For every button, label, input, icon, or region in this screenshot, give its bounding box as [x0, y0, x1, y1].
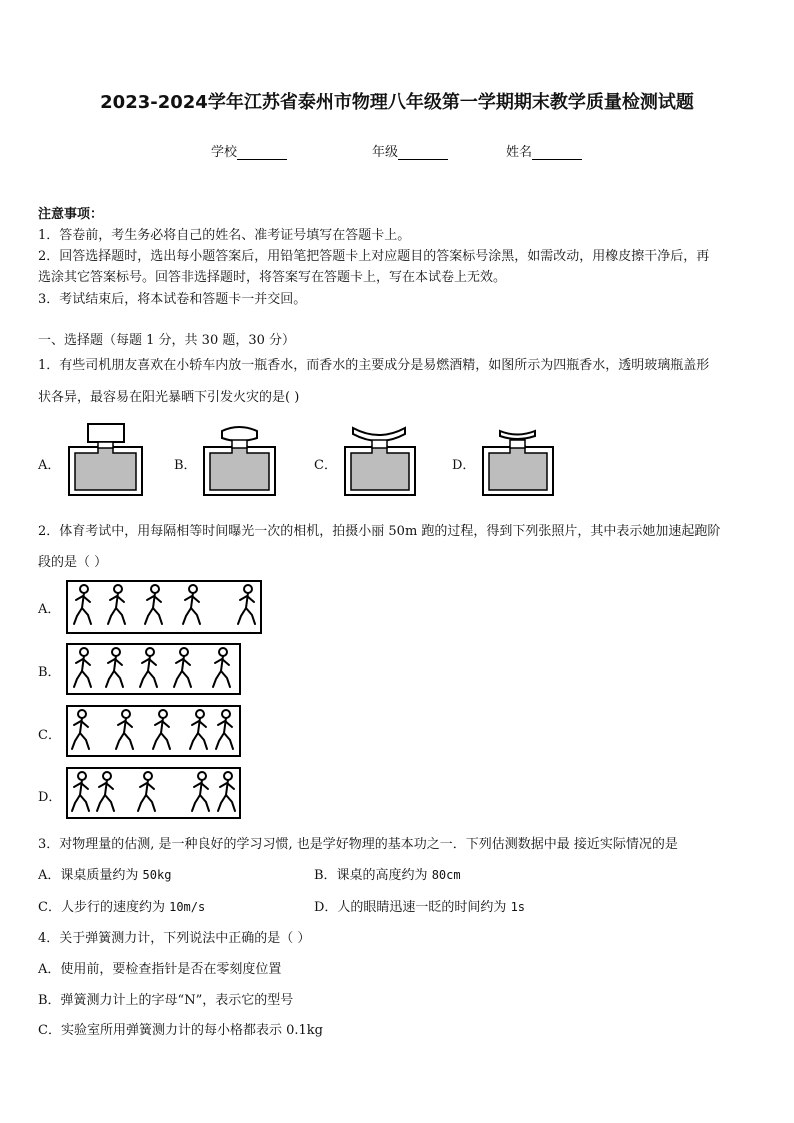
section-heading: 一、选择题（每题 1 分，共 30 题，30 分）	[38, 333, 296, 348]
runner-figure	[190, 710, 207, 749]
q1-text-line1: 1．有些司机朋友喜欢在小轿车内放一瓶香水，而香水的主要成分是易燃酒精，如图所示为四瓶香水，透明玻璃瓶盖形	[38, 358, 710, 373]
notice-item-1: 1．答卷前，考生务必将自己的姓名、准考证号填写在答题卡上。	[38, 228, 411, 243]
runner-figure	[140, 648, 157, 687]
q4-option-a: A．使用前，要检查指针是否在零刻度位置	[38, 962, 282, 977]
q3-option-d-label: D．人的眼睛迅速一眨的时间约为	[314, 900, 511, 915]
school-blank	[237, 147, 287, 160]
runner-figure	[106, 648, 123, 687]
q3-option-c-value: 10m/s	[169, 900, 206, 914]
q3-option-b-label: B．课桌的高度约为	[314, 868, 432, 883]
q4-option-b: B．弹簧测力计上的字母“N”，表示它的型号	[38, 993, 294, 1008]
q4-text: 4．关于弹簧测力计，下列说法中正确的是（ ）	[38, 931, 311, 946]
page-title: 2023-2024学年江苏省泰州市物理八年级第一学期期末教学质量检测试题	[100, 92, 694, 113]
grade-blank	[398, 147, 448, 160]
runner-figure	[174, 648, 191, 687]
q2-photo-b	[66, 643, 241, 695]
runner-figure	[97, 772, 114, 811]
q2-photo-a	[66, 580, 262, 634]
runner-figure	[72, 710, 89, 749]
runner-figure	[74, 648, 91, 687]
q2-option-b-label: B．	[38, 665, 61, 680]
notice-item-2-cont: 选涂其它答案标号。回答非选择题时，将答案写在答题卡上，写在本试卷上无效。	[38, 270, 507, 285]
school-field	[211, 141, 287, 160]
q1-text-line2: 状各异，最容易在阳光暴晒下引发火灾的是( )	[38, 390, 300, 405]
name-label: 姓名	[506, 145, 533, 160]
q3-option-a-value: 50kg	[142, 868, 172, 882]
notice-heading: 注意事项：	[38, 207, 104, 222]
runner-figure	[72, 772, 89, 811]
perfume-bottle-a-figure	[68, 420, 144, 498]
notice-item-2: 2．回答选择题时，选出每小题答案后，用铅笔把答题卡上对应题目的答案标号涂黑，如需改动，用橡皮擦干净后，再	[38, 249, 710, 264]
q3-option-d-value: 1s	[510, 900, 526, 914]
q3-text: 3．对物理量的估测, 是一种良好的学习习惯, 也是学好物理的基本功之一．下列估测数据中最 接近实际情况的是	[38, 837, 678, 852]
q4-option-c: C．实验室所用弹簧测力计的每小格都表示 0.1kg	[38, 1023, 323, 1038]
runner-figure	[192, 772, 209, 811]
q3-option-a-label: A．课桌质量约为	[38, 868, 143, 883]
q3-option-b-value: 80cm	[431, 868, 461, 882]
runner-figure	[213, 648, 230, 687]
runner-figure	[74, 585, 91, 624]
q1-option-c-label: C．	[314, 458, 337, 473]
runner-figure	[238, 585, 255, 624]
q3-option-c	[38, 896, 205, 915]
runner-figure	[116, 710, 133, 749]
q2-option-a-label: A．	[38, 602, 61, 617]
q2-text-line2: 段的是（ ）	[38, 555, 108, 570]
runner-figure	[108, 585, 125, 624]
q3-option-a	[38, 864, 171, 883]
q1-option-d-label: D．	[452, 458, 476, 473]
runner-figure	[153, 710, 170, 749]
q2-photo-c	[66, 705, 241, 757]
runner-figure	[216, 710, 233, 749]
perfume-bottle-b-figure	[202, 420, 278, 498]
runner-figure	[145, 585, 162, 624]
q1-option-a-label: A．	[38, 458, 61, 473]
name-blank	[532, 147, 582, 160]
q3-option-d	[314, 896, 525, 915]
q1-option-b-label: B．	[174, 458, 197, 473]
runner-figure	[138, 772, 155, 811]
q2-option-d-label: D．	[38, 790, 62, 805]
q3-option-c-label: C．人步行的速度约为	[38, 900, 170, 915]
runner-figure	[218, 772, 235, 811]
perfume-bottle-d-figure	[480, 420, 556, 498]
q2-text-line1: 2．体育考试中，用每隔相等时间曝光一次的相机，拍摄小丽 50m 跑的过程，得到下列张照片，其中表示她加速起跑阶	[38, 524, 721, 539]
name-field	[506, 141, 582, 160]
grade-label: 年级	[372, 145, 399, 160]
perfume-bottle-c-figure	[342, 420, 418, 498]
q2-photo-d	[66, 767, 241, 819]
q2-option-c-label: C．	[38, 728, 61, 743]
q3-option-b	[314, 864, 461, 883]
runner-figure	[183, 585, 200, 624]
school-label: 学校	[211, 145, 238, 160]
grade-field	[372, 141, 448, 160]
notice-item-3: 3．考试结束后，将本试卷和答题卡一并交回。	[38, 292, 307, 307]
